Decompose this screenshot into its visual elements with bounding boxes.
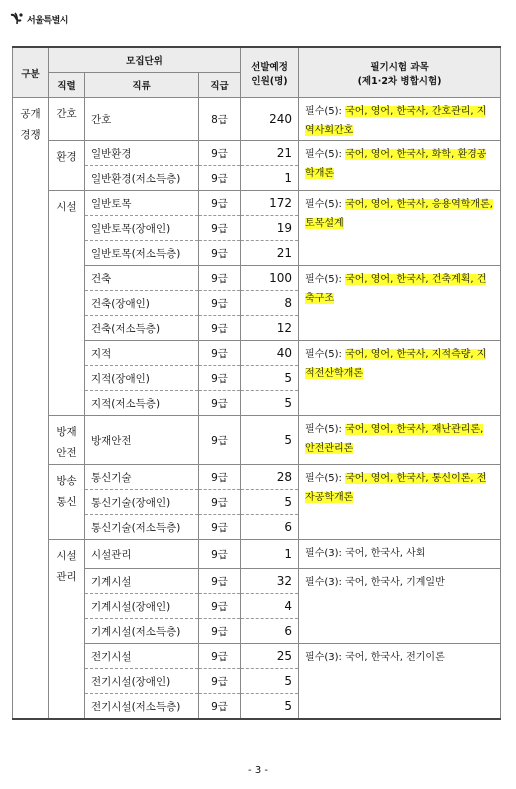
role-cell: 통신기술 [85, 465, 199, 490]
header-count-line1: 선발예정 [251, 61, 288, 73]
count-cell: 100 [241, 266, 299, 291]
count-cell: 25 [241, 644, 299, 669]
grade-cell: 9급 [199, 141, 241, 166]
subjects-text: 국어, 영어, 한국사, 응용역학개론, 토목설계 [305, 199, 493, 229]
grade-cell: 9급 [199, 241, 241, 266]
count-cell: 5 [241, 391, 299, 416]
header-unit: 모집단위 [49, 47, 241, 73]
role-cell: 방재안전 [85, 416, 199, 465]
count-cell: 5 [241, 694, 299, 720]
count-cell: 19 [241, 216, 299, 241]
count-cell: 172 [241, 191, 299, 216]
series-label: 통신 [56, 496, 77, 508]
subjects-prefix: 필수(5): [305, 199, 346, 210]
count-cell: 12 [241, 316, 299, 341]
role-cell: 전기시설(장애인) [85, 669, 199, 694]
role-cell: 건축 [85, 266, 199, 291]
role-cell: 시설관리 [85, 540, 199, 569]
grade-cell: 9급 [199, 166, 241, 191]
count-cell: 5 [241, 416, 299, 465]
count-cell: 1 [241, 540, 299, 569]
series-label: 환경 [56, 151, 77, 163]
subjects-cell [299, 416, 501, 465]
subjects-cell [299, 141, 501, 191]
grade-cell: 9급 [199, 694, 241, 720]
count-cell: 8 [241, 291, 299, 316]
grade-cell: 9급 [199, 366, 241, 391]
header-count [241, 47, 299, 98]
subjects-text: 국어, 영어, 한국사, 화학, 환경공학개론 [305, 149, 487, 179]
count-cell: 6 [241, 515, 299, 540]
series-label: 시설 [56, 201, 77, 213]
role-cell: 일반토목 [85, 191, 199, 216]
count-cell: 1 [241, 166, 299, 191]
table-row [13, 266, 501, 291]
role-cell: 기계시설(장애인) [85, 594, 199, 619]
grade-cell: 8급 [199, 98, 241, 141]
subjects-cell [299, 569, 501, 644]
count-cell: 21 [241, 141, 299, 166]
role-cell: 기계시설(저소득층) [85, 619, 199, 644]
grade-cell: 9급 [199, 569, 241, 594]
subjects-prefix: 필수(5): [305, 424, 346, 435]
grade-cell: 9급 [199, 216, 241, 241]
grade-cell: 9급 [199, 291, 241, 316]
grade-cell: 9급 [199, 540, 241, 569]
subjects-text: 국어, 영어, 한국사, 지적측량, 지적전산학개론 [305, 349, 487, 379]
role-cell: 일반토목(저소득층) [85, 241, 199, 266]
table-row [13, 191, 501, 216]
count-cell: 5 [241, 490, 299, 515]
role-cell: 기계시설 [85, 569, 199, 594]
grade-cell: 9급 [199, 191, 241, 216]
logo-text: 서울특별시 [27, 15, 68, 26]
table-row [13, 465, 501, 490]
subjects-text: 국어, 한국사, 사회 [345, 548, 426, 559]
grade-cell: 9급 [199, 619, 241, 644]
subjects-cell [299, 266, 501, 341]
subjects-cell [299, 540, 501, 569]
subjects-text: 국어, 영어, 한국사, 재난관리론, 안전관리론 [305, 424, 484, 454]
role-cell: 일반환경(저소득층) [85, 166, 199, 191]
header-subjects-line1: 필기시험 과목 [370, 61, 429, 73]
series-label: 안전 [56, 447, 77, 459]
subjects-prefix: 필수(5): [305, 149, 346, 160]
grade-cell: 9급 [199, 490, 241, 515]
header-category: 구분 [13, 47, 49, 98]
table-row [13, 341, 501, 366]
series-cell [49, 98, 85, 141]
header-count-line2: 인원(명) [251, 75, 288, 87]
grade-cell: 9급 [199, 594, 241, 619]
page-number: - 3 - [248, 765, 268, 776]
header-series: 직렬 [49, 73, 85, 98]
table-row [13, 644, 501, 669]
table-row [13, 141, 501, 166]
table-row [13, 569, 501, 594]
grade-cell: 9급 [199, 669, 241, 694]
subjects-cell [299, 98, 501, 141]
table-row [13, 98, 501, 141]
subjects-cell [299, 341, 501, 416]
role-cell: 일반환경 [85, 141, 199, 166]
subjects-cell [299, 191, 501, 266]
subjects-text: 국어, 영어, 한국사, 건축계획, 건축구조 [305, 274, 487, 304]
series-label: 방송 [56, 475, 77, 487]
grade-cell: 9급 [199, 465, 241, 490]
count-cell: 40 [241, 341, 299, 366]
subjects-text: 국어, 영어, 한국사, 통신이론, 전자공학개론 [305, 473, 487, 503]
grade-cell: 9급 [199, 416, 241, 465]
series-cell [49, 191, 85, 416]
grade-cell: 9급 [199, 266, 241, 291]
subjects-cell [299, 644, 501, 720]
subjects-text: 국어, 영어, 한국사, 간호관리, 지역사회간호 [305, 106, 487, 136]
subjects-prefix: 필수(5): [305, 349, 346, 360]
grade-cell: 9급 [199, 644, 241, 669]
subjects-prefix: 필수(3): [305, 577, 346, 588]
count-cell: 21 [241, 241, 299, 266]
table-row [13, 540, 501, 569]
role-cell: 지적 [85, 341, 199, 366]
subjects-text: 국어, 한국사, 전기이론 [345, 652, 445, 663]
subjects-cell [299, 465, 501, 540]
header-subjects-line2: (제1·2차 병합시험) [357, 75, 442, 87]
role-cell: 건축(저소득층) [85, 316, 199, 341]
series-label: 관리 [56, 571, 77, 583]
series-label: 방재 [56, 426, 77, 438]
series-label: 시설 [56, 550, 77, 562]
count-cell: 28 [241, 465, 299, 490]
grade-cell: 9급 [199, 391, 241, 416]
subjects-prefix: 필수(5): [305, 473, 346, 484]
seoul-logo-icon [10, 12, 24, 26]
role-cell: 통신기술(장애인) [85, 490, 199, 515]
series-label: 간호 [56, 108, 77, 120]
count-cell: 6 [241, 619, 299, 644]
count-cell: 32 [241, 569, 299, 594]
table-body [13, 98, 501, 720]
grade-cell: 9급 [199, 515, 241, 540]
subjects-prefix: 필수(5): [305, 106, 346, 117]
grade-cell: 9급 [199, 341, 241, 366]
category-label: 공개 [20, 108, 41, 120]
role-cell: 통신기술(저소득층) [85, 515, 199, 540]
series-cell [49, 465, 85, 540]
category-cell [13, 98, 49, 720]
recruitment-table [12, 46, 501, 720]
series-cell [49, 141, 85, 191]
count-cell: 5 [241, 669, 299, 694]
subjects-prefix: 필수(3): [305, 548, 346, 559]
table-row [13, 416, 501, 465]
count-cell: 4 [241, 594, 299, 619]
role-cell: 간호 [85, 98, 199, 141]
role-cell: 전기시설 [85, 644, 199, 669]
role-cell: 일반토목(장애인) [85, 216, 199, 241]
subjects-prefix: 필수(5): [305, 274, 346, 285]
count-cell: 5 [241, 366, 299, 391]
subjects-prefix: 필수(3): [305, 652, 346, 663]
series-cell [49, 416, 85, 465]
category-label: 경쟁 [20, 129, 41, 141]
role-cell: 지적(장애인) [85, 366, 199, 391]
header-grade: 직급 [199, 73, 241, 98]
seoul-logo [10, 12, 68, 26]
count-cell: 240 [241, 98, 299, 141]
series-cell [49, 540, 85, 720]
grade-cell: 9급 [199, 316, 241, 341]
role-cell: 지적(저소득층) [85, 391, 199, 416]
role-cell: 건축(장애인) [85, 291, 199, 316]
header-subjects [299, 47, 501, 98]
role-cell: 전기시설(저소득층) [85, 694, 199, 720]
subjects-text: 국어, 한국사, 기계일반 [345, 577, 445, 588]
header-role: 직류 [85, 73, 199, 98]
